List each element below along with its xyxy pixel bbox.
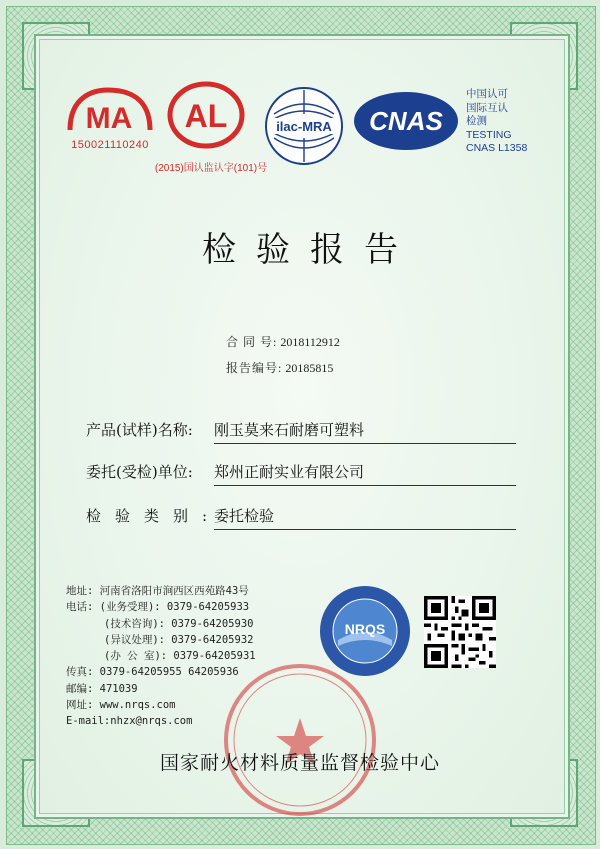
cal-logo <box>166 80 246 150</box>
email: E-mail:nhzx@nrqs.com <box>66 715 193 728</box>
inspection-type-field <box>86 504 516 530</box>
cnas-side-text <box>466 88 556 156</box>
phone-business: 电话: (业务受理): 0379-64205933 <box>66 601 250 614</box>
cal-number: (2015)国认监认字(101)号 <box>154 163 268 174</box>
field-value: 刚玉莫来石耐磨可塑料 <box>214 421 365 439</box>
report-number <box>226 359 333 376</box>
field-value: 郑州正耐实业有限公司 <box>214 463 365 481</box>
field-label: 委托(受检)单位: <box>86 463 193 481</box>
issuer-name: 国家耐火材料质量监督检验中心 <box>159 752 440 774</box>
fax: 传真: 0379-64205955 64205936 <box>66 666 239 679</box>
phone-office: (办 公 室): 0379-64205931 <box>104 650 256 663</box>
phone-tech: (技术咨询): 0379-64205930 <box>104 617 254 630</box>
product-name-field <box>86 418 516 444</box>
website: 网址: www.nrqs.com <box>66 699 176 712</box>
report-label: 报告编号: <box>226 361 283 375</box>
postcode: 邮编: 471039 <box>66 682 138 695</box>
cnas-side-line: 检测 <box>466 115 487 127</box>
ilac-mra-logo <box>262 84 346 168</box>
phone-objection: (异议处理): 0379-64205932 <box>104 633 254 646</box>
cnas-side-line: TESTING <box>466 128 512 141</box>
address: 地址: 河南省洛阳市涧西区西苑路43号 <box>66 585 249 597</box>
cnas-side-line: CNAS L1358 <box>466 142 528 154</box>
underline <box>214 443 516 444</box>
underline <box>214 529 516 530</box>
report-value: 20185815 <box>285 361 334 375</box>
cnas-logo <box>352 90 460 152</box>
contract-label: 合 同 号: <box>226 335 278 349</box>
cma-number: 150021110240 <box>71 139 149 151</box>
ilac-logo-text: ilac-MRA <box>276 119 332 134</box>
client-unit-field <box>86 460 516 486</box>
contract-number <box>226 333 340 350</box>
cnas-logo-text: CNAS <box>369 106 443 136</box>
field-label: 产品(试样)名称: <box>86 421 193 439</box>
underline <box>214 485 516 486</box>
qr-code <box>424 596 496 668</box>
nrqs-seal-text: NRQS <box>344 621 386 637</box>
cal-logo-text: AL <box>184 98 228 134</box>
official-stamp <box>220 660 380 820</box>
report-title: 检验报告 <box>202 230 418 270</box>
field-value: 委托检验 <box>214 507 275 525</box>
cnas-side-line: 国际互认 <box>466 101 508 114</box>
cnas-side-line: 中国认可 <box>466 88 508 100</box>
cma-logo-text: MA <box>85 102 133 135</box>
contract-value: 2018112912 <box>280 335 340 349</box>
cma-logo <box>64 86 154 136</box>
field-label: 检验类别: <box>86 507 222 525</box>
